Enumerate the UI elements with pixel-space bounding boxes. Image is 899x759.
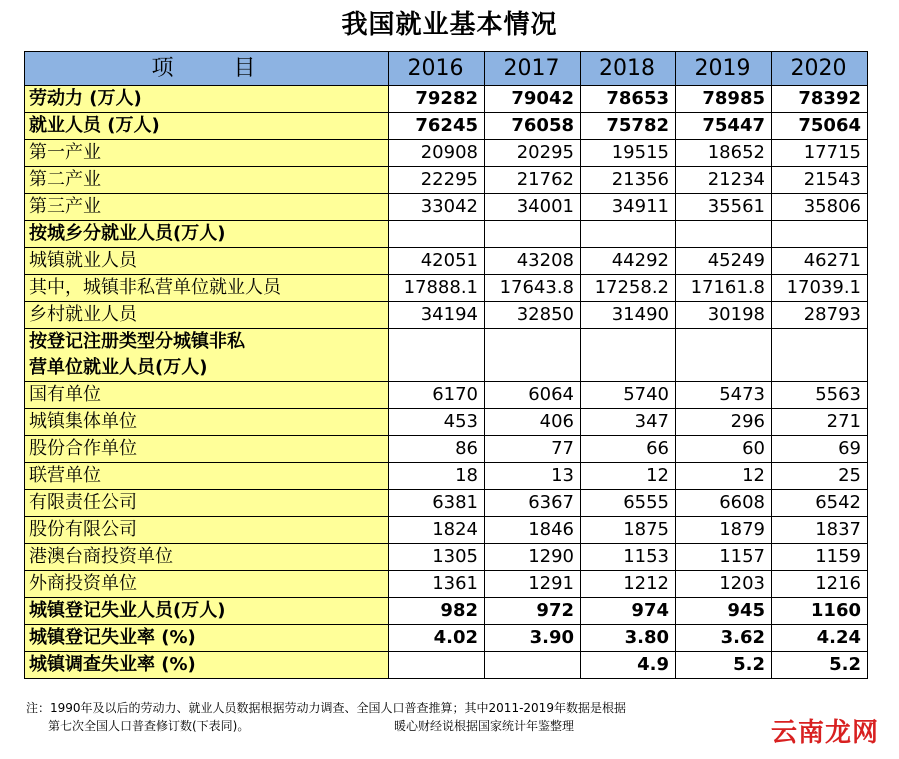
table-row [25,302,868,329]
value-cell: 1879 [676,517,772,544]
empty-cell [485,329,581,356]
table-row [25,113,868,140]
table-row [25,167,868,194]
value-cell: 1153 [581,544,676,571]
value-cell: 347 [581,409,676,436]
row-label: 按登记注册类型分城镇非私 [25,329,389,356]
value-cell: 22295 [389,167,485,194]
empty-cell [389,355,485,382]
table-row [25,490,868,517]
value-cell: 17643.8 [485,275,581,302]
empty-cell [581,329,676,356]
empty-cell [676,355,772,382]
table-row [25,409,868,436]
value-cell: 1212 [581,571,676,598]
value-cell: 30198 [676,302,772,329]
value-cell: 34911 [581,194,676,221]
row-label: 港澳台商投资单位 [25,544,389,571]
value-cell: 75782 [581,113,676,140]
value-cell: 974 [581,598,676,625]
value-cell: 1361 [389,571,485,598]
value-cell: 76245 [389,113,485,140]
value-cell [485,652,581,679]
value-cell [389,652,485,679]
row-label: 其中，城镇非私营单位就业人员 [25,275,389,302]
header-year: 2017 [485,52,581,86]
value-cell: 33042 [389,194,485,221]
value-cell: 75447 [676,113,772,140]
value-cell: 4.9 [581,652,676,679]
value-cell: 31490 [581,302,676,329]
empty-cell [389,329,485,356]
row-label: 城镇登记失业率 (%) [25,625,389,652]
value-cell: 3.80 [581,625,676,652]
value-cell: 1824 [389,517,485,544]
table-row [25,329,868,356]
value-cell: 1203 [676,571,772,598]
value-cell: 79042 [485,86,581,113]
table-row [25,436,868,463]
value-cell: 1837 [772,517,868,544]
row-label: 城镇登记失业人员(万人) [25,598,389,625]
value-cell: 42051 [389,248,485,275]
value-cell: 3.90 [485,625,581,652]
row-label: 股份有限公司 [25,517,389,544]
table-row [25,652,868,679]
table-row [25,194,868,221]
table-row [25,571,868,598]
watermark-logo: 云南龙网 [770,718,879,748]
value-cell: 5.2 [676,652,772,679]
value-cell: 17039.1 [772,275,868,302]
value-cell: 17258.2 [581,275,676,302]
footnote-line2: 第七次全国人口普查修订数(下表同)。 [48,719,250,733]
value-cell: 1160 [772,598,868,625]
value-cell: 21543 [772,167,868,194]
row-label: 乡村就业人员 [25,302,389,329]
value-cell: 17715 [772,140,868,167]
employment-table [24,51,868,679]
source-note: 暖心财经说根据国家统计年鉴整理 [394,719,575,733]
value-cell: 21356 [581,167,676,194]
row-label: 就业人员 (万人) [25,113,389,140]
value-cell: 6542 [772,490,868,517]
table-row [25,248,868,275]
value-cell: 4.24 [772,625,868,652]
value-cell: 6170 [389,382,485,409]
value-cell: 1159 [772,544,868,571]
table-header-row [25,52,868,86]
value-cell: 77 [485,436,581,463]
value-cell: 21762 [485,167,581,194]
value-cell: 406 [485,409,581,436]
value-cell: 296 [676,409,772,436]
value-cell: 20908 [389,140,485,167]
empty-cell [581,355,676,382]
empty-cell [772,355,868,382]
value-cell: 20295 [485,140,581,167]
value-cell: 12 [676,463,772,490]
value-cell: 79282 [389,86,485,113]
value-cell: 5563 [772,382,868,409]
empty-cell [581,221,676,248]
row-label: 第二产业 [25,167,389,194]
value-cell: 5.2 [772,652,868,679]
value-cell: 76058 [485,113,581,140]
value-cell: 1290 [485,544,581,571]
footnote-line1: 注：1990年及以后的劳动力、就业人员数据根据劳动力调查、全国人口普查推算；其中2011-2019年数据是根据 [26,701,626,715]
header-year: 2018 [581,52,676,86]
value-cell: 43208 [485,248,581,275]
value-cell: 982 [389,598,485,625]
value-cell: 945 [676,598,772,625]
value-cell: 6608 [676,490,772,517]
row-label: 城镇就业人员 [25,248,389,275]
table-row [25,382,868,409]
value-cell: 453 [389,409,485,436]
value-cell: 35806 [772,194,868,221]
header-year: 2016 [389,52,485,86]
value-cell: 60 [676,436,772,463]
table-row [25,355,868,382]
value-cell: 6555 [581,490,676,517]
value-cell: 1291 [485,571,581,598]
value-cell: 5740 [581,382,676,409]
header-year: 2020 [772,52,868,86]
table-row [25,221,868,248]
empty-cell [485,221,581,248]
value-cell: 32850 [485,302,581,329]
value-cell: 6367 [485,490,581,517]
empty-cell [772,329,868,356]
value-cell: 45249 [676,248,772,275]
value-cell: 75064 [772,113,868,140]
table-row [25,140,868,167]
value-cell: 4.02 [389,625,485,652]
table-row [25,598,868,625]
value-cell: 66 [581,436,676,463]
row-label: 外商投资单位 [25,571,389,598]
value-cell: 86 [389,436,485,463]
value-cell: 1216 [772,571,868,598]
value-cell: 13 [485,463,581,490]
value-cell: 12 [581,463,676,490]
value-cell: 35561 [676,194,772,221]
value-cell: 69 [772,436,868,463]
empty-cell [772,221,868,248]
value-cell: 19515 [581,140,676,167]
table-row [25,86,868,113]
empty-cell [485,355,581,382]
value-cell: 1875 [581,517,676,544]
value-cell: 46271 [772,248,868,275]
footnote [26,699,626,735]
value-cell: 78392 [772,86,868,113]
value-cell: 972 [485,598,581,625]
value-cell: 78985 [676,86,772,113]
empty-cell [389,221,485,248]
header-year: 2019 [676,52,772,86]
value-cell: 18652 [676,140,772,167]
empty-cell [676,221,772,248]
table-row [25,625,868,652]
value-cell: 18 [389,463,485,490]
value-cell: 1305 [389,544,485,571]
value-cell: 34001 [485,194,581,221]
value-cell: 6064 [485,382,581,409]
table-row [25,517,868,544]
value-cell: 17888.1 [389,275,485,302]
table-row [25,463,868,490]
row-label: 第三产业 [25,194,389,221]
row-label: 联营单位 [25,463,389,490]
value-cell: 1846 [485,517,581,544]
row-label: 城镇集体单位 [25,409,389,436]
row-label: 第一产业 [25,140,389,167]
value-cell: 28793 [772,302,868,329]
row-label: 按城乡分就业人员(万人) [25,221,389,248]
row-label: 股份合作单位 [25,436,389,463]
table-row [25,544,868,571]
row-label: 国有单位 [25,382,389,409]
value-cell: 17161.8 [676,275,772,302]
value-cell: 5473 [676,382,772,409]
value-cell: 271 [772,409,868,436]
empty-cell [676,329,772,356]
value-cell: 6381 [389,490,485,517]
value-cell: 21234 [676,167,772,194]
value-cell: 3.62 [676,625,772,652]
header-item: 项目 [25,52,389,86]
value-cell: 25 [772,463,868,490]
table-row [25,275,868,302]
value-cell: 44292 [581,248,676,275]
row-label: 城镇调查失业率 (%) [25,652,389,679]
value-cell: 1157 [676,544,772,571]
row-label: 劳动力 (万人) [25,86,389,113]
page-title: 我国就业基本情况 [341,10,558,40]
row-label: 营单位就业人员(万人) [25,355,389,382]
value-cell: 78653 [581,86,676,113]
value-cell: 34194 [389,302,485,329]
row-label: 有限责任公司 [25,490,389,517]
